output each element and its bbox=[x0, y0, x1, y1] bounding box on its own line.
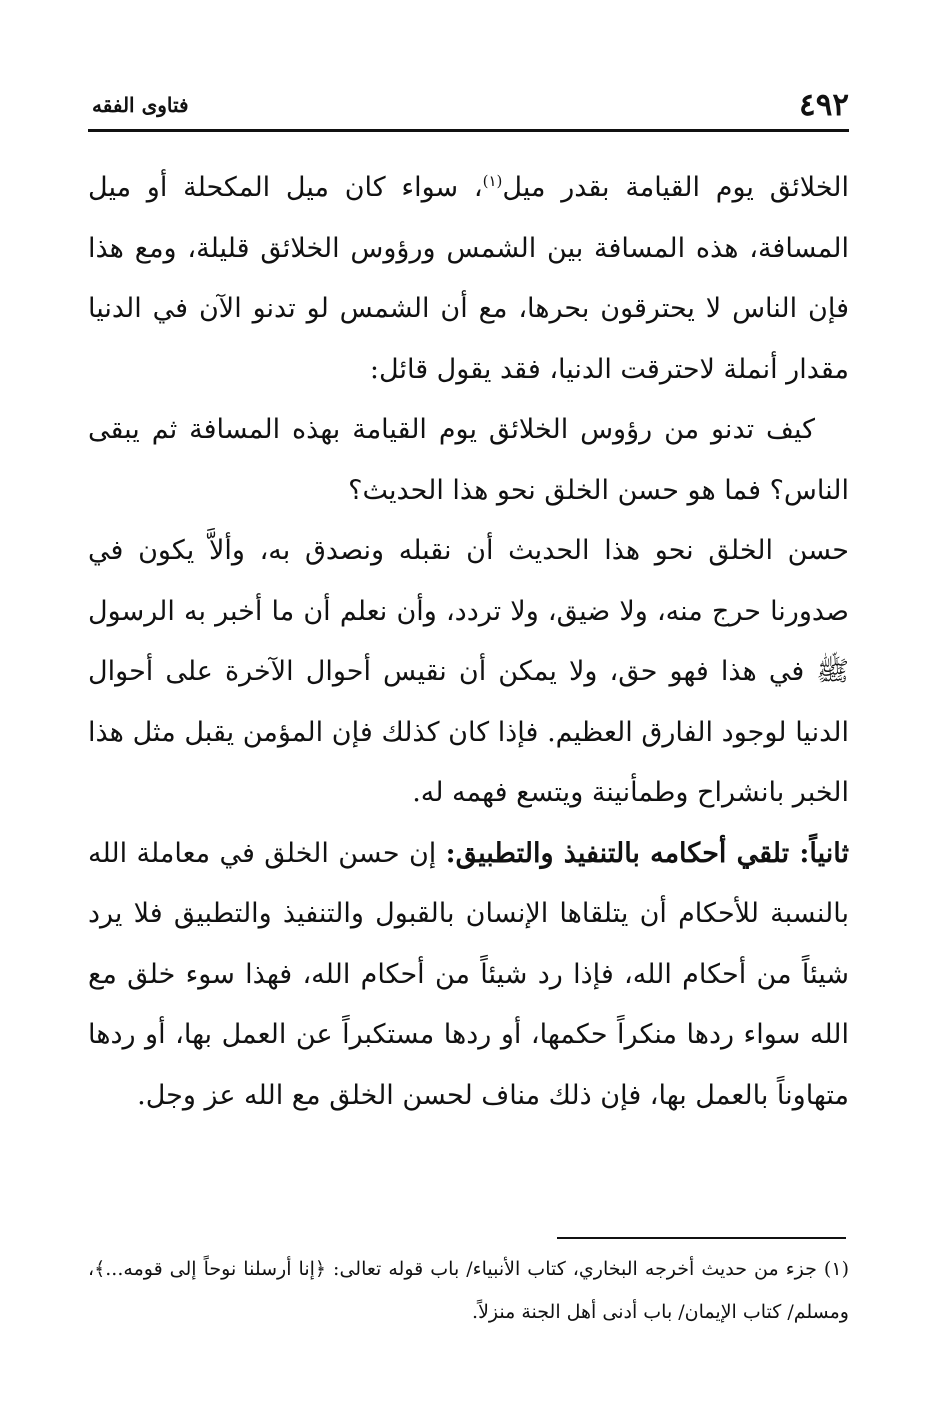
running-title: فتاوى الفقه bbox=[92, 93, 189, 117]
paragraph-intro-rest: ، سواء كان ميل المكحلة أو ميل المسافة، هذه المسافة بين الشمس ورؤوس الخلائق قليلة، ومع هذا فإن الناس لا يحترقون بحرها، مع أن الشمس لو تدنو الآن في الدنيا مقدار أنملة لاحترقت الدنيا، فقد يقول قائل: bbox=[88, 172, 849, 385]
footnote-reference: (١) bbox=[482, 172, 503, 190]
footnote: (١) جزء من حديث أخرجه البخاري، كتاب الأنبياء/ باب قوله تعالى: ﴿إنا أرسلنا نوحاً إلى قومه...﴾، ومسلم/ كتاب الإيمان/ باب أدنى أهل الجنة منزلاً. bbox=[88, 1258, 849, 1323]
paragraph-second-point bbox=[88, 824, 849, 1127]
page-header bbox=[88, 84, 849, 132]
second-point-heading: ثانياً: تلقي أحكامه بالتنفيذ والتطبيق: bbox=[445, 837, 849, 869]
footnote-rule bbox=[557, 1237, 846, 1239]
paragraph-question: كيف تدنو من رؤوس الخلائق يوم القيامة بهذه المسافة ثم يبقى الناس؟ فما هو حسن الخلق نحو هذا الحديث؟ bbox=[88, 414, 849, 506]
header-rule bbox=[88, 129, 849, 132]
paragraph-intro bbox=[88, 158, 849, 400]
second-point-text: إن حسن الخلق في معاملة الله بالنسبة للأحكام أن يتلقاها الإنسان بالقبول والتنفيذ والتطبيق فلا يرد شيئاً من أحكام الله، فإذا رد شيئاً من أحكام الله، فهذا سوء خلق مع الله سواء ردها منكراً حكمها، أو ردها مستكبراً عن العمل بها، أو ردها متهاوناً بالعمل بها، فإن ذلك مناف لحسن الخلق مع الله عز وجل. bbox=[88, 837, 849, 1111]
paragraph-intro-start: الخلائق يوم القيامة بقدر ميل bbox=[502, 172, 849, 203]
body-text bbox=[88, 158, 849, 1126]
paragraph-answer: حسن الخلق نحو هذا الحديث أن نقبله ونصدق به، وألاَّ يكون في صدورنا حرج منه، ولا ضيق، ولا تردد، وأن نعلم أن ما أخبر به الرسول ﷺ في هذا فهو حق، ولا يمكن أن نقيس أحوال الآخرة على أحوال الدنيا لوجود الفارق العظيم. فإذا كان كذلك فإن المؤمن يقبل مثل هذا الخبر بانشراح وطمأنينة ويتسع فهمه له. bbox=[88, 535, 849, 808]
page-number: ٤٩٢ bbox=[799, 87, 849, 123]
